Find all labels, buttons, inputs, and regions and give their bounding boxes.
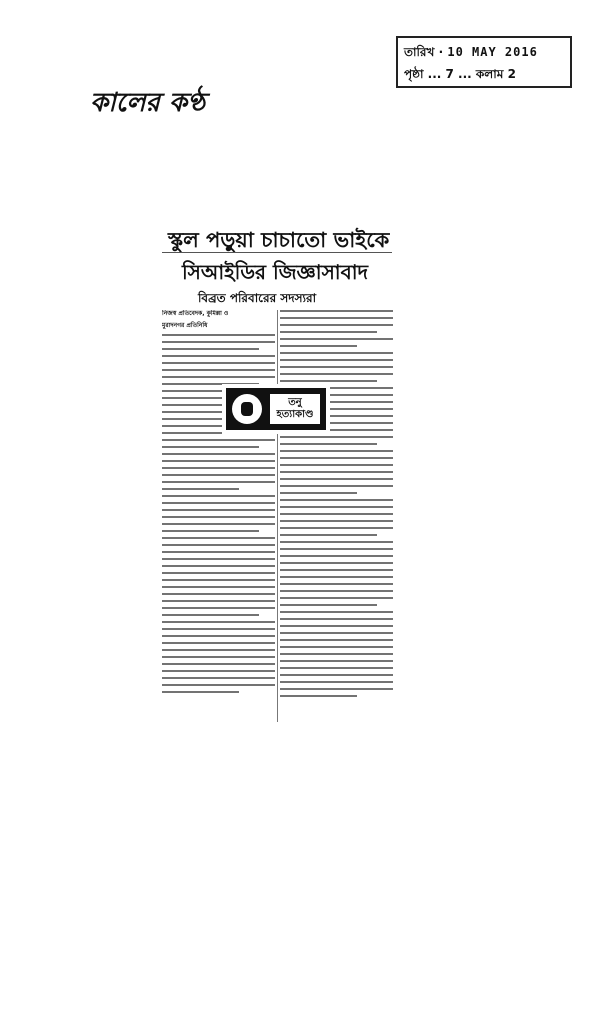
tonu-murder-badge: [226, 388, 326, 430]
headline-line-1: স্কুল পড়ুয়া চাচাতো ভাইকে: [168, 228, 390, 252]
headline-rule: [162, 252, 392, 253]
stamp-column-label: কলাম: [475, 67, 504, 81]
stamp-column-value: 2: [507, 67, 516, 81]
stamp-page-row: পৃষ্ঠা ... 7 ... কলাম 2: [404, 67, 516, 81]
column-divider: [277, 310, 278, 722]
stamp-page-label: পৃষ্ঠা: [404, 67, 424, 81]
news-clipping: [158, 214, 396, 730]
subheadline: বিব্রত পরিবারের সদস্যরা: [198, 291, 317, 305]
byline: নিজস্ব প্রতিবেদক, কুমিল্লা ও: [162, 310, 229, 317]
badge-line-1: তনু: [288, 397, 302, 408]
date-stamp-box: [396, 36, 572, 88]
stamp-date-value: 10 MAY 2016: [447, 45, 538, 59]
headline-line-2: সিআইডির জিজ্ঞাসাবাদ: [181, 260, 369, 284]
newspaper-masthead: কালের কণ্ঠ: [90, 88, 206, 118]
stamp-date-label: তারিখ: [404, 45, 435, 59]
portrait-icon: [232, 394, 262, 424]
stamp-page-value: 7: [445, 67, 454, 81]
badge-label: [270, 394, 320, 424]
badge-line-2: হত্যাকাণ্ড: [276, 409, 314, 420]
byline-2: মুরাদনগর প্রতিনিধি: [162, 322, 208, 329]
stamp-date-row: তারিখ · 10 MAY 2016: [404, 45, 538, 59]
article-column-left: [162, 310, 275, 724]
article-column-right: [280, 310, 393, 724]
